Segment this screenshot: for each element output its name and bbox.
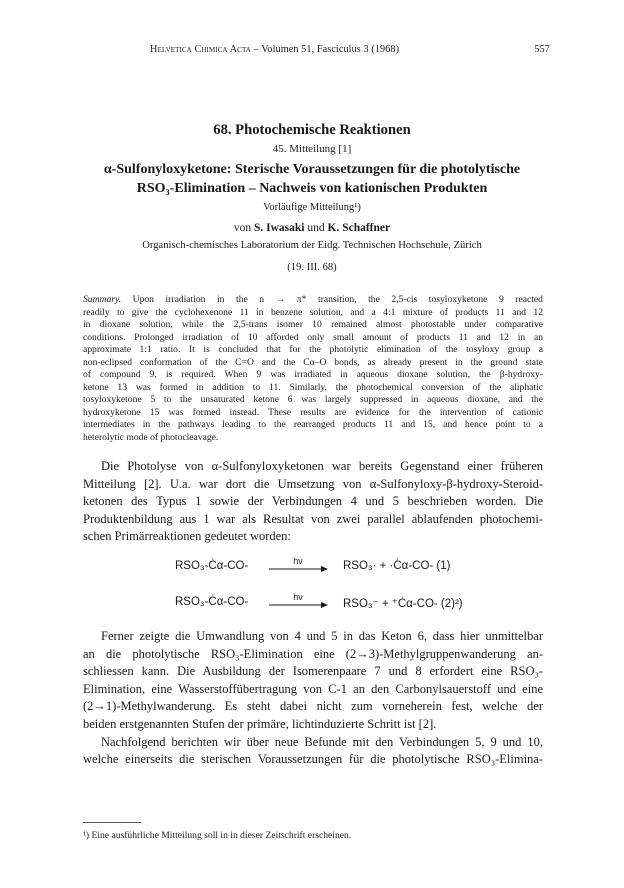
paragraph-line: beiden erstgenannten Stufen der primäre, lichtinduzierte Schritt ist [2]. — [83, 716, 437, 731]
article-title: 68. Photochemische Reaktionen — [213, 122, 411, 138]
paragraph-line: Produktenbildung aus 1 war als Resultat von zwei parallel ablaufenden photochemi- — [83, 511, 543, 526]
summary-abstract — [83, 294, 543, 445]
series-number: 45. Mitteilung [1] — [272, 143, 352, 155]
authors-line — [0, 222, 624, 234]
paragraph-line: ketonen des Typus 1 sowie der Verbindungen 4 und 5 beschrieben worden. Die — [83, 494, 543, 509]
summary-line: tosyloxyketone 5 to the unsaturated ketone 6 was largely suppressed in aqueous dioxane, and the — [83, 394, 543, 406]
summary-line: Summary. Upon irradiation in the n → π* transition, the 2,5-cis tosyloxyketone 9 reacted — [83, 294, 543, 305]
summary-line: intermediates in the pathways leading to the rearranged products 11 and 15, and hence point to a — [83, 419, 543, 431]
summary-line: readily to give the cyclohexenone 11 in benzene solution, and a 4:1 mixture of products 11 and 12 — [83, 306, 543, 318]
subtitle-line-2: RSO₃-Elimination – Nachweis von kationischen Produkten — [136, 181, 488, 196]
journal-volume: – Volumen 51, Fasciculus 3 (1968) — [253, 44, 400, 55]
paragraph-line: schliessen kann. Die Ausbildung der Isomerenpaare 7 und 8 erfordert eine RSO₃- — [83, 664, 543, 679]
summary-line: non-eclipsed conformation of the C=O and the Cα–O bonds, as already present in the ground state — [83, 356, 543, 368]
paragraph-line: schen Primärreaktionen gedeutet worden: — [83, 529, 291, 544]
reaction-2-arrow — [267, 592, 329, 612]
reaction-2-products: RSO₃⁻ + ⁺Ċα-CO- (2)²) — [343, 598, 463, 610]
paragraph-2 — [83, 628, 543, 769]
paragraph-line: an die photolytische RSO₃-Elimination eine (2→3)-Methylgruppenwanderung an- — [83, 646, 543, 661]
author-1: S. Iwasaki — [254, 222, 305, 234]
paragraph-line: Mitteilung [2]. U.a. war dort die Umsetzung von α-Sulfonyloxy-β-hydroxy-Steroid- — [83, 476, 543, 491]
author-2: K. Schaffner — [327, 222, 391, 234]
affiliation: Organisch-chemisches Laboratorium der Eidg. Technischen Hochschule, Zürich — [142, 240, 482, 251]
reaction-equation-1 — [175, 556, 535, 578]
reaction-1-arrow — [267, 556, 329, 576]
summary-line: of compound 9, is required. When 9 was irradiated in aqueous dioxane solution, the β-hydroxy- — [83, 369, 543, 381]
summary-line: heterolytic mode of photocleavage. — [83, 432, 219, 444]
reaction-equation-2 — [175, 592, 535, 614]
preliminary-note: Vorläufige Mitteilung¹) — [263, 202, 361, 213]
paragraph-line: Nachfolgend berichten wir über neue Befunde mit den Verbindungen 5, 9 und 10, — [101, 734, 543, 749]
summary-line: ketone 13 was formed in addition to 11. Similarly, the photochemical conversion of the aliphatic — [83, 381, 543, 393]
summary-line: in dioxane solution, while the 2,5-trans isomer 10 remained almost photostable under comparative — [83, 319, 543, 331]
authors-und: und — [307, 222, 325, 234]
reaction-2-reactant: RSO₃-Ċα-CO- — [175, 596, 249, 608]
subtitle-line-1: α-Sulfonyloxyketone: Sterische Voraussetzungen für die photolytische — [103, 162, 521, 177]
footnote-rule — [83, 822, 141, 823]
paragraph-line: (2→1)-Methylwanderung. Es steht dabei nicht zum vorneherein fest, welche der — [83, 699, 543, 714]
reaction-1-products: RSO₃· + ·Ċα-CO- (1) — [343, 560, 451, 572]
summary-line: hydroxyketone 15 was formed instead. These results are evidence for the intervention of cationic — [83, 406, 543, 418]
paragraph-line: Ferner zeigte die Umwandlung von 4 und 5 in das Keton 6, dass hier unmittelbar — [101, 629, 543, 643]
page-number: 557 — [534, 44, 550, 55]
summary-label: Summary. — [83, 294, 122, 305]
summary-line: approximate 1:1 ratio. It is concluded that for the photolytic elimination of the tosyloxy group a — [83, 344, 543, 356]
paragraph-line: welche einerseits die sterischen Voraussetzungen für die photolytische RSO₃-Elimina- — [83, 752, 543, 767]
reaction-2-arrow-label: hν — [293, 592, 303, 602]
received-date: (19. III. 68) — [287, 262, 337, 273]
footnote-1: ¹) Eine ausführliche Mitteilung soll in in dieser Zeitschrift erscheinen. — [83, 830, 352, 841]
authors-von: von — [233, 222, 252, 234]
reaction-1-reactant: RSO₃-Ċα-CO- — [175, 560, 249, 572]
paragraph-line: Elimination, eine Wasserstoffübertragung von C-1 an den Carbonylsauerstoff und eine — [83, 681, 543, 696]
reaction-1-arrow-label: hν — [293, 556, 303, 566]
running-head — [90, 44, 550, 60]
summary-line: conditions. Prolonged irradiation of 10 afforded only small amount of products 11 and 12 in an — [83, 331, 543, 343]
running-head-text — [150, 44, 399, 55]
paragraph-line: Die Photolyse von α-Sulfonyloxyketonen war bereits Gegenstand einer früheren — [101, 459, 543, 473]
paragraph-1 — [83, 458, 543, 546]
journal-name: Helvetica Chimica Acta — [150, 44, 251, 55]
